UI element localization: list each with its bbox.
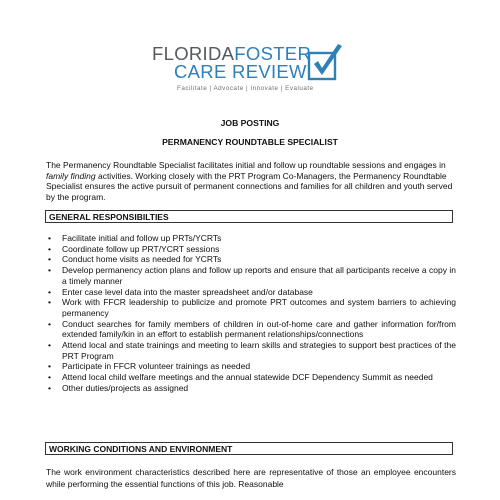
bullet: • [48,233,51,243]
section-heading-environment: WORKING CONDITIONS AND ENVIRONMENT [45,442,453,455]
job-posting-heading: JOB POSTING [220,118,280,128]
bullet: • [48,286,51,297]
list-item [48,340,456,361]
bullet: • [48,243,51,254]
list-item [48,244,456,255]
list-item-text: Attend local and state trainings and meeting to learn skills and strategies to support best practices of the PRT Program [62,340,456,361]
list-item-text: Attend local child welfare meetings and the annual statewide DCF Dependency Summit as needed [62,372,433,383]
list-item-text: Other duties/projects as assigned [62,382,189,393]
bullet: • [48,361,51,372]
intro-text-italic: family finding [46,170,96,181]
intro-text-2: activities. Working closely with the PRT Program Co-Managers, the Permanency Roundtable Specialist ensures the active pursuit of permanent connections and families for all children and youth served by the program. [46,170,453,203]
logo-line2: CARE REVIEW [174,61,307,82]
list-item-text: Enter case level data into the master spreadsheet and/or database [62,286,313,297]
list-item-text: Facilitate initial and follow up PRTs/YCRTs [62,233,222,243]
list-item [48,265,456,286]
intro-text-1: The Permanency Roundtable Specialist facilitates initial and follow up roundtable sessions and engages in [46,160,446,170]
bullet: • [48,372,51,383]
list-item-text: Participate in FFCR volunteer trainings as needed [62,361,251,372]
intro-paragraph [46,160,456,203]
list-item [48,361,456,372]
list-item-text: Coordinate follow up PRT/YCRT sessions [62,243,220,254]
section-heading-responsibilities: GENERAL RESPONSIBILTIES [45,210,453,223]
list-item [48,254,456,265]
job-title: PERMANENCY ROUNDTABLE SPECIALIST [162,137,338,147]
bullet: • [48,318,51,329]
list-item [48,319,456,340]
logo-word-florida: FLORIDA [152,43,235,64]
list-item [48,233,456,244]
list-item-text: Conduct searches for family members of children in out-of-home care and gather information for/from extended family/kin in an effort to establish permanent relationships/connections [62,318,456,340]
environment-paragraph: The work environment characteristics described here are representative of those an employee encounters while performing the essential functions of this job. Reasonable [46,467,456,489]
list-item-text: Conduct home visits as needed for YCRTs [62,254,222,265]
bullet: • [48,382,51,393]
list-item-text: Work with FFCR leadership to publicize and promote PRT outcomes and system barriers to achieving permanency [62,297,456,318]
bullet: • [48,265,51,276]
checkmark-box-icon [307,44,345,86]
list-item [48,372,456,383]
bullet: • [48,297,51,308]
list-item [48,383,456,394]
list-item-text: Develop permanency action plans and follow up reports and ensure that all participants receive a copy in a timely manner [62,265,456,286]
responsibilities-list [48,233,456,394]
list-item [48,287,456,298]
logo-word-foster: FOSTER [234,43,312,64]
bullet: • [48,254,51,265]
logo-tagline: Facilitate | Advocate | Innovate | Evaluate [177,85,314,92]
bullet: • [48,340,51,351]
list-item [48,297,456,318]
